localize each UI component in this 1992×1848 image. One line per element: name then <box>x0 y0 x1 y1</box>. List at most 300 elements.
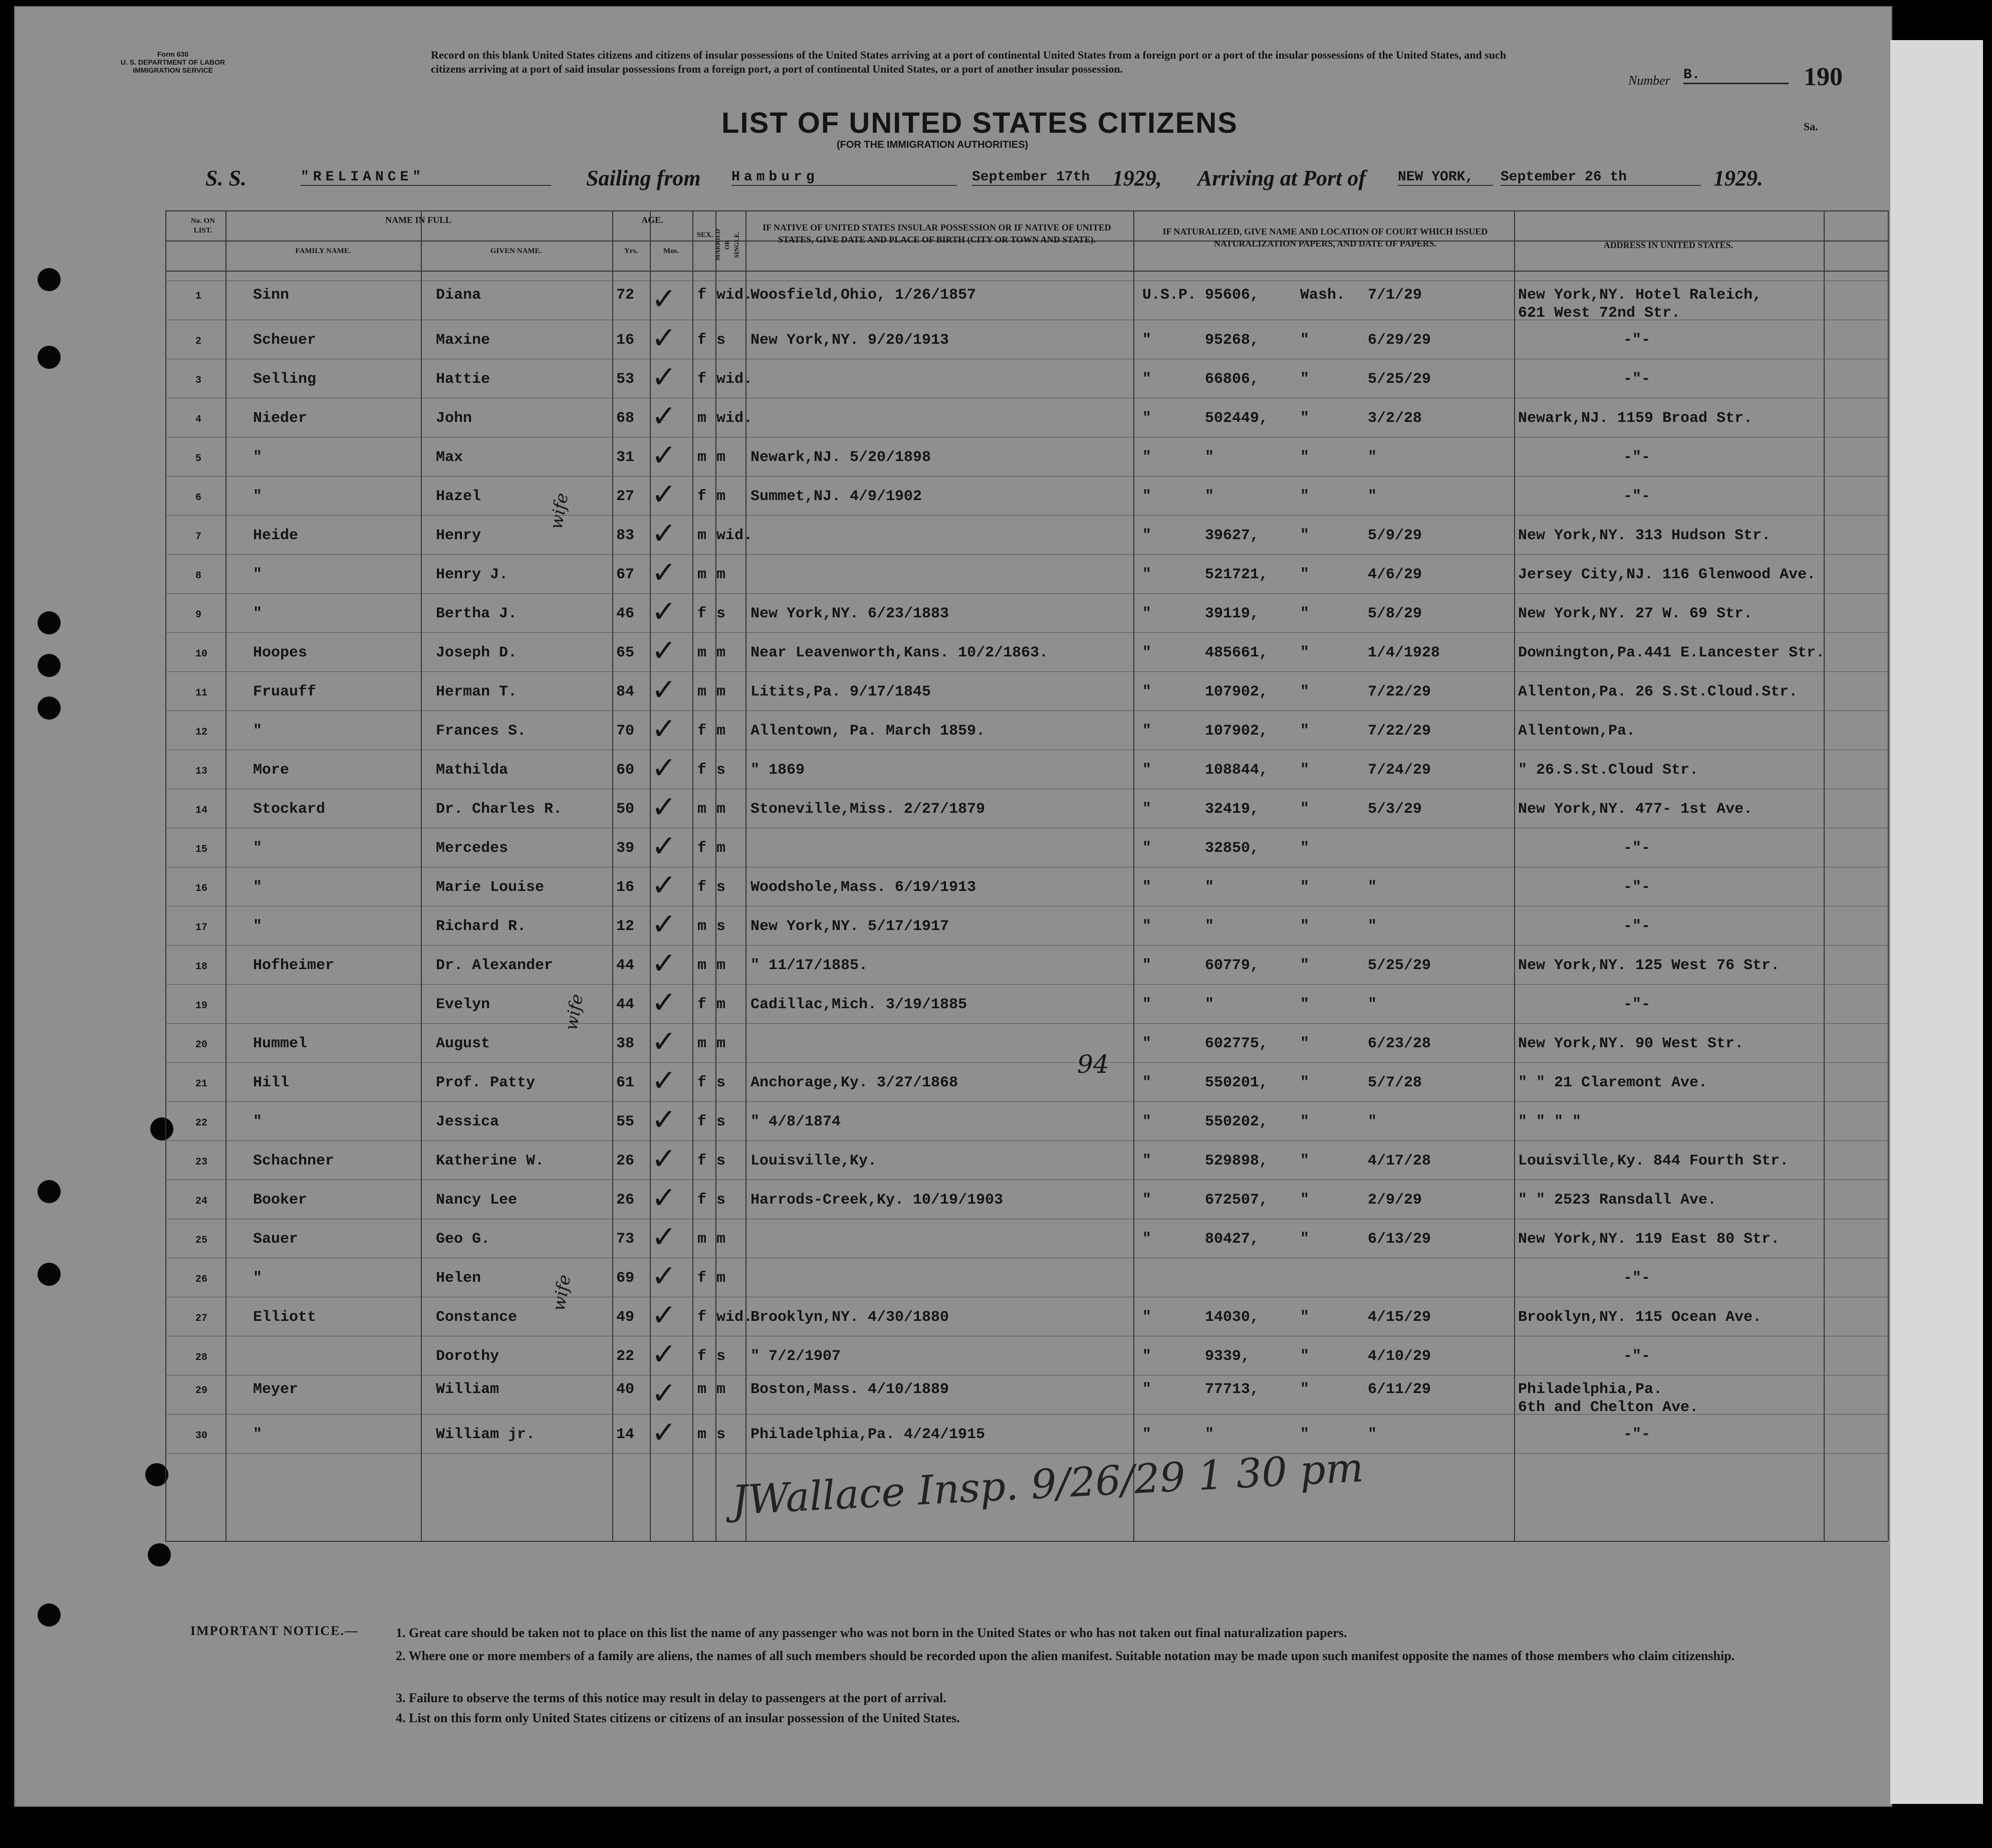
given-name: William jr. <box>436 1426 536 1443</box>
address: -"- <box>1623 879 1651 896</box>
given-name: Diana <box>436 287 481 304</box>
naturalization-location: " <box>1300 840 1310 857</box>
naturalization-date: 4/10/29 <box>1368 1348 1431 1365</box>
sailing-from-label: Sailing from <box>586 166 701 190</box>
address: -"- <box>1623 449 1651 466</box>
naturalization-location: " <box>1300 1113 1310 1130</box>
birth-place-date: " 4/8/1874 <box>751 1113 841 1130</box>
marital-status: s <box>716 1152 726 1170</box>
row-number: 19 <box>195 1000 208 1012</box>
naturalization-date: 5/25/29 <box>1368 957 1431 974</box>
address: New York,NY. 477- 1st Ave. <box>1518 801 1753 818</box>
family-name: Fruauff <box>253 683 317 701</box>
check-mark-icon: ✓ <box>651 594 677 629</box>
row-rule <box>165 593 1888 594</box>
marital-status: s <box>716 1192 726 1209</box>
naturalization-court: " <box>1142 1381 1152 1398</box>
marital-status: m <box>716 996 726 1013</box>
age-years: 46 <box>616 605 635 622</box>
sex: f <box>697 1348 707 1365</box>
birth-place-date: Woosfield,Ohio, 1/26/1857 <box>751 287 976 304</box>
address: New York,NY. 119 East 80 Str. <box>1518 1231 1780 1248</box>
birth-place-date: Anchorage,Ky. 3/27/1868 <box>751 1074 958 1091</box>
row-number: 13 <box>195 766 208 777</box>
check-mark-icon: ✓ <box>651 1063 677 1098</box>
table-column-rule <box>612 210 613 1541</box>
notice-item: 4. List on this form only United States citizens or citizens of an insular possession of the United States. <box>396 1711 960 1725</box>
address: New York,NY. 90 West Str. <box>1518 1035 1744 1052</box>
row-rule <box>165 1023 1888 1024</box>
check-mark-icon: ✓ <box>651 1181 677 1216</box>
age-years: 44 <box>616 996 635 1013</box>
sailing-port: Hamburg <box>731 169 957 186</box>
age-years: 73 <box>616 1231 635 1248</box>
check-mark-icon: ✓ <box>651 790 677 825</box>
family-name: " <box>253 723 263 740</box>
row-number: 1 <box>195 291 202 302</box>
binder-hole-icon <box>38 268 61 291</box>
col-header-birth: IF NATIVE OF UNITED STATES INSULAR POSSESSION OR IF NATIVE OF UNITED STATES, GIVE DATE AND PLACE OF BIRTH (CITY OR TOWN AND STATE). <box>763 222 1111 245</box>
naturalization-date: 4/17/28 <box>1368 1152 1431 1170</box>
marital-status: m <box>716 683 726 701</box>
naturalization-court: " <box>1142 1152 1152 1170</box>
sex: m <box>697 527 707 544</box>
naturalization-date: 2/9/29 <box>1368 1192 1422 1209</box>
check-mark-icon: ✓ <box>651 477 677 512</box>
naturalization-location: " <box>1300 371 1310 388</box>
naturalization-number: 39119, <box>1205 605 1260 622</box>
marital-status: wid. <box>716 1309 753 1326</box>
sheet-number: 190 <box>1804 63 1843 91</box>
row-rule <box>165 476 1888 477</box>
col-header-given-name: GIVEN NAME. <box>490 247 542 255</box>
given-name: Frances S. <box>436 723 527 740</box>
arrival-date: September 26 th <box>1501 169 1701 186</box>
col-header-family-name: FAMILY NAME. <box>295 247 351 255</box>
age-years: 53 <box>616 371 635 388</box>
row-number: 10 <box>195 648 208 660</box>
naturalization-date: 4/6/29 <box>1368 566 1422 583</box>
check-mark-icon: ✓ <box>651 985 677 1020</box>
sex: f <box>697 287 707 304</box>
check-mark-icon: ✓ <box>651 1298 677 1333</box>
check-mark-icon: ✓ <box>651 712 677 747</box>
col-header-married: MARRIED OR SINGLE. <box>713 228 740 261</box>
naturalization-number: 32419, <box>1205 801 1260 818</box>
sex: m <box>697 801 707 818</box>
naturalization-number: 502449, <box>1205 410 1269 427</box>
age-years: 69 <box>616 1270 635 1287</box>
age-years: 40 <box>616 1381 635 1398</box>
naturalization-date: 7/24/29 <box>1368 762 1431 779</box>
naturalization-date: 3/2/28 <box>1368 410 1422 427</box>
row-number: 24 <box>195 1196 208 1207</box>
page-title: LIST OF UNITED STATES CITIZENS <box>721 107 1238 139</box>
row-number: 9 <box>195 609 202 621</box>
naturalization-court: " <box>1142 566 1152 583</box>
row-rule <box>165 1101 1888 1102</box>
age-years: 14 <box>616 1426 635 1443</box>
sex: m <box>697 683 707 701</box>
naturalization-date: 7/22/29 <box>1368 723 1431 740</box>
sex: f <box>697 1152 707 1170</box>
sex: f <box>697 605 707 622</box>
naturalization-location: " <box>1300 918 1310 935</box>
naturalization-number: 107902, <box>1205 683 1269 701</box>
binder-hole-icon <box>38 697 61 720</box>
check-mark-icon: ✓ <box>651 907 677 942</box>
naturalization-number: 95268, <box>1205 332 1260 349</box>
marital-status: m <box>716 723 726 740</box>
naturalization-date: 6/29/29 <box>1368 332 1431 349</box>
family-name: Hoopes <box>253 644 308 661</box>
given-name: Nancy Lee <box>436 1192 518 1209</box>
address: -"- <box>1623 1348 1651 1365</box>
birth-place-date: Brooklyn,NY. 4/30/1880 <box>751 1309 949 1326</box>
given-name: Dr. Alexander <box>436 957 554 974</box>
given-name: Bertha J. <box>436 605 518 622</box>
naturalization-number: 107902, <box>1205 723 1269 740</box>
age-years: 65 <box>616 644 635 661</box>
arriving-label: Arriving at Port of <box>1197 166 1366 190</box>
naturalization-location: " <box>1300 449 1310 466</box>
family-name: Meyer <box>253 1381 299 1398</box>
naturalization-court: " <box>1142 1192 1152 1209</box>
binder-hole-icon <box>38 1263 61 1286</box>
naturalization-number: 602775, <box>1205 1035 1269 1052</box>
address: -"- <box>1623 840 1651 857</box>
naturalization-number: 14030, <box>1205 1309 1260 1326</box>
birth-place-date: New York,NY. 5/17/1917 <box>751 918 949 935</box>
address: " 26.S.St.Cloud Str. <box>1518 762 1699 779</box>
naturalization-location: " <box>1300 1381 1310 1398</box>
margin-number: 94 <box>1077 1050 1109 1079</box>
sex: m <box>697 1231 707 1248</box>
naturalization-location: " <box>1300 1231 1310 1248</box>
naturalization-date: " <box>1368 449 1377 466</box>
row-number: 4 <box>195 414 202 425</box>
birth-place-date: Louisville,Ky. <box>751 1152 877 1170</box>
arrival-port: NEW YORK, <box>1398 169 1493 186</box>
naturalization-date: 5/9/29 <box>1368 527 1422 544</box>
address: -"- <box>1623 371 1651 388</box>
naturalization-court: " <box>1142 723 1152 740</box>
given-name: Hattie <box>436 371 490 388</box>
address: Newark,NJ. 1159 Broad Str. <box>1518 410 1753 427</box>
marital-status: m <box>716 488 726 505</box>
marital-status: m <box>716 1270 726 1287</box>
wife-note: wife <box>561 992 588 1032</box>
inspector-signature: JWallace Insp. 9/26/29 1 30 pm <box>730 1444 1365 1524</box>
row-number: 28 <box>195 1352 208 1363</box>
family-name: " <box>253 840 263 857</box>
given-name: Dorothy <box>436 1348 500 1365</box>
family-name: " <box>253 918 263 935</box>
sex: m <box>697 1381 707 1398</box>
address: Allenton,Pa. 26 S.St.Cloud.Str. <box>1518 683 1798 701</box>
table-column-rule <box>1133 210 1134 1541</box>
address: -"- <box>1623 1426 1651 1443</box>
marital-status: m <box>716 566 726 583</box>
family-name: " <box>253 449 263 466</box>
binder-hole-icon <box>38 654 61 677</box>
naturalization-date: " <box>1368 488 1377 505</box>
check-mark-icon: ✓ <box>651 282 677 317</box>
age-years: 16 <box>616 879 635 896</box>
birth-place-date: Summet,NJ. 4/9/1902 <box>751 488 922 505</box>
naturalization-date: " <box>1368 1426 1377 1443</box>
family-name: " <box>253 566 263 583</box>
naturalization-location: " <box>1300 566 1310 583</box>
naturalization-number: 108844, <box>1205 762 1269 779</box>
family-name: Hill <box>253 1074 290 1091</box>
age-years: 26 <box>616 1192 635 1209</box>
wife-note: wife <box>549 1273 575 1313</box>
sex: f <box>697 1113 707 1130</box>
row-number: 29 <box>195 1385 208 1397</box>
marital-status: wid. <box>716 410 753 427</box>
age-years: 72 <box>616 287 635 304</box>
naturalization-number: 550201, <box>1205 1074 1269 1091</box>
sex: f <box>697 723 707 740</box>
check-mark-icon: ✓ <box>651 321 677 356</box>
sex: f <box>697 879 707 896</box>
age-years: 67 <box>616 566 635 583</box>
col-header-yrs: Yrs. <box>624 247 638 255</box>
naturalization-court: " <box>1142 996 1152 1013</box>
naturalization-date: " <box>1368 996 1377 1013</box>
birth-place-date: Litits,Pa. 9/17/1845 <box>751 683 931 701</box>
naturalization-location: Wash. <box>1300 287 1346 304</box>
naturalization-location: " <box>1300 332 1310 349</box>
col-header-address: ADDRESS IN UNITED STATES. <box>1603 240 1733 250</box>
table-rule <box>165 271 1888 272</box>
family-name: Selling <box>253 371 317 388</box>
naturalization-location: " <box>1300 1035 1310 1052</box>
naturalization-number: " <box>1205 996 1214 1013</box>
address: Downington,Pa.441 E.Lancester Str. <box>1518 644 1825 661</box>
marital-status: s <box>716 1074 726 1091</box>
ship-name: "RELIANCE" <box>301 169 551 186</box>
age-years: 83 <box>616 527 635 544</box>
family-name: Schachner <box>253 1152 335 1170</box>
sailing-year: 1929, <box>1112 166 1162 190</box>
naturalization-court: " <box>1142 1113 1152 1130</box>
marital-status: wid. <box>716 527 753 544</box>
row-number: 11 <box>195 687 208 699</box>
address: Philadelphia,Pa. <box>1518 1381 1663 1398</box>
sex: m <box>697 566 707 583</box>
naturalization-location: " <box>1300 488 1310 505</box>
birth-place-date: Stoneville,Miss. 2/27/1879 <box>751 801 985 818</box>
binder-hole-icon <box>38 1603 61 1627</box>
naturalization-number: 32850, <box>1205 840 1260 857</box>
naturalization-location: " <box>1300 762 1310 779</box>
given-name: Joseph D. <box>436 644 518 661</box>
family-name: More <box>253 762 290 779</box>
binder-hole-icon <box>150 1117 173 1140</box>
form-identifier: Form 630 U. S. DEPARTMENT OF LABOR IMMIGRATION SERVICE <box>120 50 225 74</box>
row-rule <box>165 632 1888 633</box>
sa-mark: Sa. <box>1804 120 1818 133</box>
address: -"- <box>1623 918 1651 935</box>
row-number: 14 <box>195 805 208 816</box>
table-column-rule <box>421 210 422 1541</box>
arrival-year: 1929. <box>1713 166 1763 190</box>
naturalization-location: " <box>1300 723 1310 740</box>
naturalization-number: 95606, <box>1205 287 1260 304</box>
address: -"- <box>1623 996 1651 1013</box>
check-mark-icon: ✓ <box>651 1337 677 1372</box>
adjacent-sheet-edge <box>1890 40 1983 1804</box>
check-mark-icon: ✓ <box>651 438 677 473</box>
table-column-rule <box>165 210 166 1541</box>
naturalization-location: " <box>1300 879 1310 896</box>
naturalization-number: 9339, <box>1205 1348 1251 1365</box>
marital-status: wid. <box>716 371 753 388</box>
naturalization-date: " <box>1368 879 1377 896</box>
birth-place-date: Harrods-Creek,Ky. 10/19/1903 <box>751 1192 1004 1209</box>
check-mark-icon: ✓ <box>651 1220 677 1255</box>
check-mark-icon: ✓ <box>651 1102 677 1137</box>
marital-status: s <box>716 762 726 779</box>
row-number: 17 <box>195 922 208 934</box>
given-name: Helen <box>436 1270 481 1287</box>
naturalization-location: " <box>1300 527 1310 544</box>
family-name: " <box>253 488 263 505</box>
naturalization-location: " <box>1300 996 1310 1013</box>
age-years: 22 <box>616 1348 635 1365</box>
table-column-rule <box>1514 210 1515 1541</box>
naturalization-court: " <box>1142 644 1152 661</box>
sex: f <box>697 762 707 779</box>
row-number: 15 <box>195 844 208 855</box>
naturalization-location: " <box>1300 1348 1310 1365</box>
col-header-age: AGE. <box>641 215 663 225</box>
birth-place-date: New York,NY. 9/20/1913 <box>751 332 949 349</box>
check-mark-icon: ✓ <box>651 946 677 981</box>
naturalization-court: " <box>1142 527 1152 544</box>
notice-title: IMPORTANT NOTICE.— <box>190 1624 359 1638</box>
naturalization-number: " <box>1205 1426 1214 1443</box>
marital-status: m <box>716 957 726 974</box>
given-name: Herman T. <box>436 683 518 701</box>
row-rule <box>165 1140 1888 1141</box>
sex: m <box>697 644 707 661</box>
address: New York,NY. Hotel Raleich, <box>1518 287 1762 304</box>
naturalization-location: " <box>1300 1309 1310 1326</box>
naturalization-location: " <box>1300 605 1310 622</box>
naturalization-location: " <box>1300 957 1310 974</box>
family-name: Sinn <box>253 287 290 304</box>
given-name: Mathilda <box>436 762 509 779</box>
birth-place-date: Cadillac,Mich. 3/19/1885 <box>751 996 967 1013</box>
marital-status: s <box>716 879 726 896</box>
sex: f <box>697 488 707 505</box>
row-number: 2 <box>195 336 202 347</box>
naturalization-number: 521721, <box>1205 566 1269 583</box>
naturalization-court: " <box>1142 1074 1152 1091</box>
col-header-sex: SEX. <box>696 231 713 239</box>
naturalization-date: 1/4/1928 <box>1368 644 1440 661</box>
binder-hole-icon <box>38 346 61 369</box>
naturalization-location: " <box>1300 644 1310 661</box>
sex: m <box>697 918 707 935</box>
check-mark-icon: ✓ <box>651 555 677 590</box>
address-line-2: 621 West 72nd Str. <box>1518 305 1681 322</box>
address: -"- <box>1623 332 1651 349</box>
row-rule <box>165 671 1888 672</box>
family-name: " <box>253 1426 263 1443</box>
naturalization-date: 5/7/28 <box>1368 1074 1422 1091</box>
given-name: Hazel <box>436 488 481 505</box>
row-number: 8 <box>195 570 202 582</box>
birth-place-date: Allentown, Pa. March 1859. <box>751 723 985 740</box>
sailing-date: September 17th <box>972 169 1112 186</box>
marital-status: m <box>716 644 726 661</box>
naturalization-court: " <box>1142 957 1152 974</box>
sex: m <box>697 410 707 427</box>
marital-status: wid. <box>716 287 753 304</box>
given-name: William <box>436 1381 500 1398</box>
binder-hole-icon <box>38 1180 61 1203</box>
naturalization-date: 6/23/28 <box>1368 1035 1431 1052</box>
address: " " " " <box>1518 1113 1582 1130</box>
naturalization-location: " <box>1300 1426 1310 1443</box>
family-name: Scheuer <box>253 332 317 349</box>
age-years: 39 <box>616 840 635 857</box>
family-name: " <box>253 605 263 622</box>
birth-place-date: Near Leavenworth,Kans. 10/2/1863. <box>751 644 1049 661</box>
sex: m <box>697 957 707 974</box>
naturalization-location: " <box>1300 1192 1310 1209</box>
check-mark-icon: ✓ <box>651 1415 677 1450</box>
address: -"- <box>1623 488 1651 505</box>
birth-place-date: Newark,NJ. 5/20/1898 <box>751 449 931 466</box>
address: New York,NY. 27 W. 69 Str. <box>1518 605 1753 622</box>
row-number: 25 <box>195 1235 208 1246</box>
wife-note: wife <box>546 491 573 531</box>
check-mark-icon: ✓ <box>651 633 677 668</box>
age-years: 68 <box>616 410 635 427</box>
birth-place-date: Philadelphia,Pa. 4/24/1915 <box>751 1426 985 1443</box>
check-mark-icon: ✓ <box>651 360 677 395</box>
family-name: " <box>253 1270 263 1287</box>
row-number: 23 <box>195 1157 208 1168</box>
family-name: Nieder <box>253 410 308 427</box>
check-mark-icon: ✓ <box>651 672 677 708</box>
check-mark-icon: ✓ <box>651 868 677 903</box>
row-rule <box>165 1062 1888 1063</box>
naturalization-location: " <box>1300 410 1310 427</box>
age-years: 31 <box>616 449 635 466</box>
age-years: 44 <box>616 957 635 974</box>
row-rule <box>165 515 1888 516</box>
birth-place-date: New York,NY. 6/23/1883 <box>751 605 949 622</box>
naturalization-date: 7/1/29 <box>1368 287 1422 304</box>
sex: m <box>697 449 707 466</box>
naturalization-court: " <box>1142 488 1152 505</box>
family-name: Elliott <box>253 1309 317 1326</box>
birth-place-date: Woodshole,Mass. 6/19/1913 <box>751 879 976 896</box>
address: " " 2523 Ransdall Ave. <box>1518 1192 1717 1209</box>
naturalization-court: " <box>1142 1348 1152 1365</box>
binder-hole-icon <box>38 611 61 634</box>
naturalization-number: 529898, <box>1205 1152 1269 1170</box>
address: New York,NY. 313 Hudson Str. <box>1518 527 1771 544</box>
age-years: 38 <box>616 1035 635 1052</box>
naturalization-court: U.S.P. <box>1142 287 1197 304</box>
